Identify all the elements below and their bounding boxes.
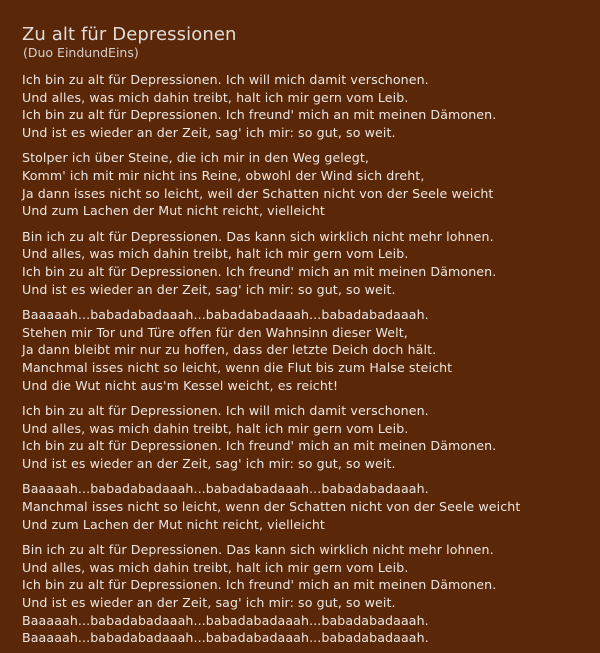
lyric-line: Baaaaah...babadabadaaah...babadabadaaah...babadabadaaah. (22, 612, 429, 628)
lyric-line: Manchmal isses nicht so leicht, wenn der Schatten nicht von der Seele weicht (22, 499, 521, 515)
stanza (22, 541, 590, 647)
song-artist: (Duo EindundEins) (23, 45, 139, 60)
lyric-line: Ich bin zu alt für Depressionen. Ich will mich damit verschonen. (22, 403, 429, 419)
lyric-line: Und zum Lachen der Mut nicht reicht, vielleicht (22, 203, 325, 219)
lyric-line: Und alles, was mich dahin treibt, halt ich mir gern vom Leib. (22, 420, 409, 436)
stanza (22, 71, 590, 141)
lyric-line: Und ist es wieder an der Zeit, sag' ich mir: so gut, so weit. (22, 124, 396, 140)
lyric-line: Manchmal isses nicht so leicht, wenn die Flut bis zum Halse steicht (22, 359, 453, 375)
lyric-line: Ich bin zu alt für Depressionen. Ich freund' mich an mit meinen Dämonen. (22, 577, 497, 593)
lyric-line: Und die Wut nicht aus'm Kessel weicht, es reicht! (22, 377, 339, 393)
lyric-line: Bin ich zu alt für Depressionen. Das kann sich wirklich nicht mehr lohnen. (22, 228, 494, 244)
lyric-line: Und ist es wieder an der Zeit, sag' ich mir: so gut, so weit. (22, 455, 396, 471)
stanza (22, 480, 590, 533)
lyric-line: Ich bin zu alt für Depressionen. Ich freund' mich an mit meinen Dämonen. (22, 263, 497, 279)
lyric-line: Komm' ich mit mir nicht ins Reine, obwohl der Wind sich dreht, (22, 167, 425, 183)
lyric-line: Ja dann bleibt mir nur zu hoffen, dass der letzte Deich doch hält. (22, 342, 437, 358)
stanza (22, 228, 590, 298)
lyric-line: Und alles, was mich dahin treibt, halt ich mir gern vom Leib. (22, 246, 409, 262)
lyric-line: Baaaaah...babadabadaaah...babadabadaaah...babadabadaaah. (22, 481, 429, 497)
lyric-line: Ich bin zu alt für Depressionen. Ich freund' mich an mit meinen Dämonen. (22, 438, 497, 454)
stanza (22, 149, 590, 219)
stanza (22, 306, 590, 394)
lyric-line: Stehen mir Tor und Türe offen für den Wahnsinn dieser Welt, (22, 324, 408, 340)
lyrics-body (22, 71, 590, 647)
stanza (22, 402, 590, 472)
lyric-line: Ja dann isses nicht so leicht, weil der Schatten nicht von der Seele weicht (22, 185, 494, 201)
lyric-line: Ich bin zu alt für Depressionen. Ich will mich damit verschonen. (22, 72, 429, 87)
lyric-line: Und ist es wieder an der Zeit, sag' ich mir: so gut, so weit. (22, 595, 396, 611)
lyric-line: Bin ich zu alt für Depressionen. Das kann sich wirklich nicht mehr lohnen. (22, 542, 494, 558)
lyric-line: Ich bin zu alt für Depressionen. Ich freund' mich an mit meinen Dämonen. (22, 107, 497, 123)
lyric-line: Stolper ich über Steine, die ich mir in den Weg gelegt, (22, 150, 369, 166)
song-title: Zu alt für Depressionen (22, 24, 237, 45)
lyric-line: Baaaaah...babadabadaaah...babadabadaaah...babadabadaaah. (22, 630, 429, 646)
lyric-line: Und ist es wieder an der Zeit, sag' ich mir: so gut, so weit. (22, 281, 396, 297)
lyric-line: Und alles, was mich dahin treibt, halt ich mir gern vom Leib. (22, 559, 409, 575)
lyric-line: Und alles, was mich dahin treibt, halt ich mir gern vom Leib. (22, 89, 409, 105)
lyric-line: Baaaaah...babadabadaaah...babadabadaaah...babadabadaaah. (22, 307, 429, 323)
lyric-line: Und zum Lachen der Mut nicht reicht, vielleicht (22, 516, 325, 532)
